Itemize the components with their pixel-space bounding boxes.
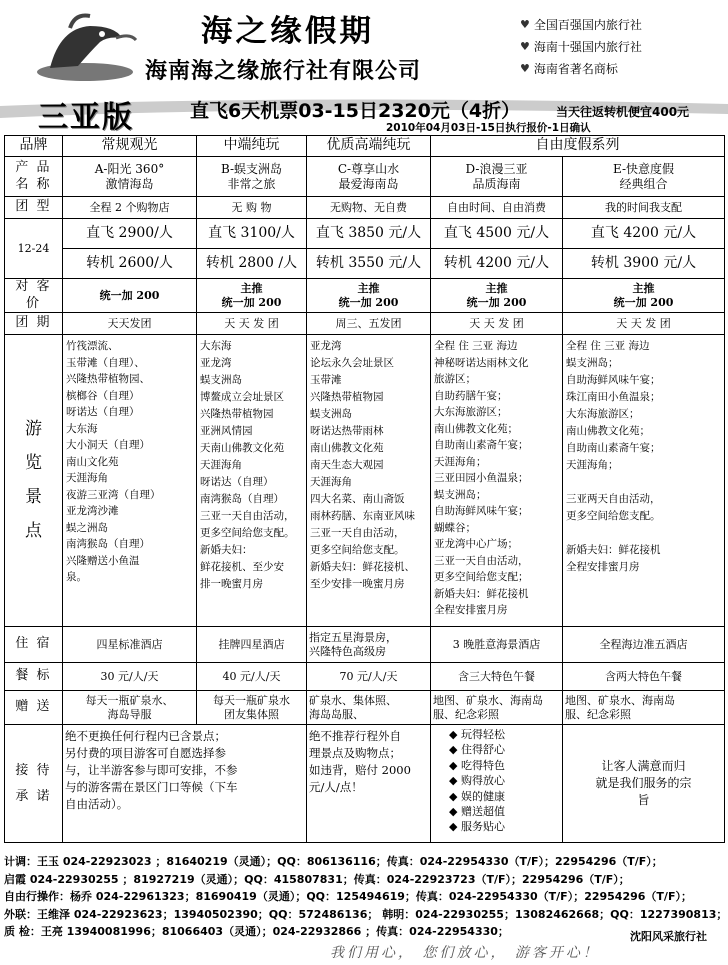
table-cell: 40 元/人/天 (197, 663, 307, 691)
table-cell: 地图、矿泉水、海南岛 服、纪念彩照 (431, 691, 563, 725)
table-cell: 转机 3550 元/人 (307, 249, 431, 279)
col-c3: 优质高端纯玩 (307, 136, 431, 157)
row-label: 赠 送 (5, 691, 63, 725)
table-cell: 无购物、无自费 (307, 197, 431, 219)
table-row (5, 691, 725, 725)
footer-slogan: 我们用心， 您们放心， 游客开心！ (330, 945, 600, 961)
table-cell: 主推 统一加 200 (197, 279, 307, 313)
table-cell: 转机 4200 元/人 (431, 249, 563, 279)
row-label: 接 待 承 诺 (5, 725, 63, 843)
company-name: 海南海之缘旅行社有限公司 (145, 59, 422, 84)
table-header-row (5, 136, 725, 157)
diamond-icon: ◆ (449, 805, 461, 819)
contact-row: 计调：王玉 024-22923023 ；81640219（灵通）；QQ：806136116；传真：024-22954330（T/F）；22954296（T/F）； (4, 855, 663, 868)
contact-row: 自由行操作：杨乔 024-22961323；81690419（灵通）；QQ：125494619；传真：024-22954330（T/F）；22954296（T/F）； (4, 890, 692, 904)
table-cell: 3 晚胜意海景酒店 (431, 627, 563, 663)
table-row (5, 157, 725, 197)
award-item: ♥ 全国百强国内旅行社 (520, 14, 642, 36)
table-cell: 主推 统一加 200 (563, 279, 725, 313)
promo-headline: 直飞6天机票03-15日2320元（4折） (190, 100, 521, 122)
price-dateline: 2010年04月03日-15日执行报价-1日确认 (386, 122, 591, 134)
table-cell: 天天发团 (63, 313, 197, 335)
table-cell: 含两大特色午餐 (563, 663, 725, 691)
table-cell: A-阳光 360° 激情海岛 (63, 157, 197, 197)
col-c1: 常规观光 (63, 136, 197, 157)
table-cell: 主推 统一加 200 (307, 279, 431, 313)
promo-note: 当天往返转机便宜400元 (556, 105, 690, 119)
diamond-icon: ◆ (449, 743, 461, 757)
table-row (5, 663, 725, 691)
table-cell: 统一加 200 (63, 279, 197, 313)
service-motto: 让客人满意而归 就是我们服务的宗 旨 (563, 725, 725, 843)
table-row (5, 725, 725, 843)
table-cell: 我的时间我支配 (563, 197, 725, 219)
table-row (5, 197, 725, 219)
table-row (5, 279, 725, 313)
table-row (5, 219, 725, 249)
tour-list: 全程 住 三亚 海边 蜈支洲岛； 自助海鲜风味午宴； 珠江南田小鱼温泉； 大东海旅游区； 南山佛教文化苑； 自助南山素斋午宴； 天涯海角； 三亚两天自由活动， 更多空间给您支配。 新婚夫妇：鲜花接机 全程安排蜜月房 (563, 335, 725, 627)
table-cell: 地图、矿泉水、海南岛 服、纪念彩照 (563, 691, 725, 725)
contact-row: 启霞 024-22930255 ；81927219（灵通）；QQ：415807831；传真：024-22923723（T/F）；22954296（T/F）； (4, 872, 630, 886)
award-item: ♥ 海南省著名商标 (520, 58, 642, 80)
table-cell: 转机 2800 /人 (197, 249, 307, 279)
table-row (5, 627, 725, 663)
row-label: 产 品 名 称 (5, 157, 63, 197)
table-cell: 含三大特色午餐 (431, 663, 563, 691)
awards-list (520, 14, 642, 80)
table-cell: 直飞 4200 元/人 (563, 219, 725, 249)
tour-list: 大东海 亚龙湾 蜈支洲岛 博鳌成立会址景区 兴隆热带植物园 亚洲风情园 天南山佛教文化苑 天涯海角 呀诺达（自理） 南湾猴岛（自理） 三亚一天自由活动， 更多空间给您支配。 新婚夫妇： 鲜花接机、至少安 排一晚蜜月房 (197, 335, 307, 627)
heart-icon: ♥ (520, 18, 530, 31)
table-cell: C-尊享山水 最爱海南岛 (307, 157, 431, 197)
service-bullets: ◆ 玩得轻松 ◆ 住得舒心 ◆ 吃得特色 ◆ 购得放心 ◆ 娱的健康 ◆ 赠送超值 ◆ 服务贴心 (431, 725, 563, 843)
tour-list: 全程 住 三亚 海边 神秘呀诺达雨林文化 旅游区； 自助药膳午宴； 大东海旅游区； 南山佛教文化苑； 自助南山素斋午宴； 天涯海角； 三亚田园小鱼温泉； 蜈支洲岛； 自助海鲜风味午宴； 蝴蝶谷； 亚龙湾中心广场； 三亚一天自由活动， 更多空间给您支配； 新婚夫妇：鲜花接机 全程安排蜜月房 (431, 335, 563, 627)
heart-icon: ♥ (520, 40, 530, 53)
heart-icon: ♥ (520, 62, 530, 75)
dolphin-logo-icon (30, 8, 140, 88)
table-cell: 自由时间、自由消费 (431, 197, 563, 219)
table-cell: 四星标准酒店 (63, 627, 197, 663)
diamond-icon: ◆ (449, 820, 461, 834)
table-row (5, 335, 725, 627)
diamond-icon: ◆ (449, 774, 461, 788)
table-cell: 直飞 3850 元/人 (307, 219, 431, 249)
table-cell: B-蜈支洲岛 非常之旅 (197, 157, 307, 197)
edition-title: 三亚版 (38, 100, 134, 135)
table-cell: 无 购 物 (197, 197, 307, 219)
agency-name: 沈阳风采旅行社 (630, 930, 707, 943)
table-cell: E-快意度假 经典组合 (563, 157, 725, 197)
table-cell: 直飞 2900/人 (63, 219, 197, 249)
table-cell: 每天一瓶矿泉水 团友集体照 (197, 691, 307, 725)
table-cell: 直飞 3100/人 (197, 219, 307, 249)
table-cell: 转机 2600/人 (63, 249, 197, 279)
table-cell: 矿泉水、集体照、 海岛岛服、 (307, 691, 431, 725)
service-guarantee: 绝不推荐行程外自 理景点及购物点； 如违背，赔付 2000 元/人/点！ (307, 725, 431, 843)
col-c4: 自由度假系列 (431, 136, 725, 157)
brand-title: 海之缘假期 (200, 14, 375, 49)
diamond-icon: ◆ (449, 758, 461, 772)
contact-footer (4, 853, 728, 941)
row-label: 团 期 (5, 313, 63, 335)
row-label: 游 览 景 点 (5, 335, 63, 627)
table-cell: 全程 2 个购物店 (63, 197, 197, 219)
row-label: 对 客 价 (5, 279, 63, 313)
tour-list: 竹筏漂流、 玉带滩（自理）、 兴隆热带植物园、 槟榔谷（自理） 呀诺达（自理） 大东海 大小洞天（自理） 南山文化苑 天涯海角 夜游三亚湾（自理） 亚龙湾沙滩 蜈之洲岛 南湾猴岛（自理） 兴隆赠送小鱼温 泉。 (63, 335, 197, 627)
tour-list: 亚龙湾 论坛永久会址景区 玉带滩 兴隆热带植物园 蜈支洲岛 呀诺达热带雨林 南山佛教文化苑 南天生态大观园 天涯海角 四大名菜、南山斋饭 雨林药膳、东南亚风味 三亚一天自由活动， 更多空间给您支配。 新婚夫妇：鲜花接机、 至少安排一晚蜜月房 (307, 335, 431, 627)
table-cell: D-浪漫三亚 品质海南 (431, 157, 563, 197)
table-cell: 天 天 发 团 (563, 313, 725, 335)
diamond-icon: ◆ (449, 728, 461, 741)
service-promise: 绝不更换任何行程内已含景点； 另付费的项目游客可自愿选择参 与，让半游客参与即可安排，不参 与的游客需在景区门口等候（下车 自由活动）。 (63, 725, 307, 843)
header (0, 0, 728, 94)
contact-row: 外联：王维泽 024-22923623；13940502390；QQ：572486136； 韩明：024-22930255；13082462668；QQ：1227390813； (4, 907, 728, 921)
table-cell: 周三、五发团 (307, 313, 431, 335)
table-cell: 30 元/人/天 (63, 663, 197, 691)
table-cell: 挂牌四星酒店 (197, 627, 307, 663)
award-item: ♥ 海南十强国内旅行社 (520, 36, 642, 58)
row-label: 餐 标 (5, 663, 63, 691)
row-label: 住 宿 (5, 627, 63, 663)
diamond-icon: ◆ (449, 789, 461, 803)
table-cell: 天 天 发 团 (431, 313, 563, 335)
row-label: 团 型 (5, 197, 63, 219)
table-cell: 直飞 4500 元/人 (431, 219, 563, 249)
table-cell: 天 天 发 团 (197, 313, 307, 335)
table-cell: 转机 3900 元/人 (563, 249, 725, 279)
table-row (5, 313, 725, 335)
contact-row: 质 检：王亮 13940081996；81066403（灵通）；024-22932866 ；传真：024-22954330； (4, 925, 509, 939)
col-c2: 中端纯玩 (197, 136, 307, 157)
table-cell: 主推 统一加 200 (431, 279, 563, 313)
table-cell: 每天一瓶矿泉水、 海岛导服 (63, 691, 197, 725)
table-cell: 指定五星海景房， 兴隆特色高级房 (307, 627, 431, 663)
row-label: 12-24 (5, 219, 63, 279)
table-row (5, 249, 725, 279)
table-cell: 70 元/人/天 (307, 663, 431, 691)
price-table (4, 135, 725, 843)
col-brand: 品牌 (5, 136, 63, 157)
table-cell: 全程海边准五酒店 (563, 627, 725, 663)
